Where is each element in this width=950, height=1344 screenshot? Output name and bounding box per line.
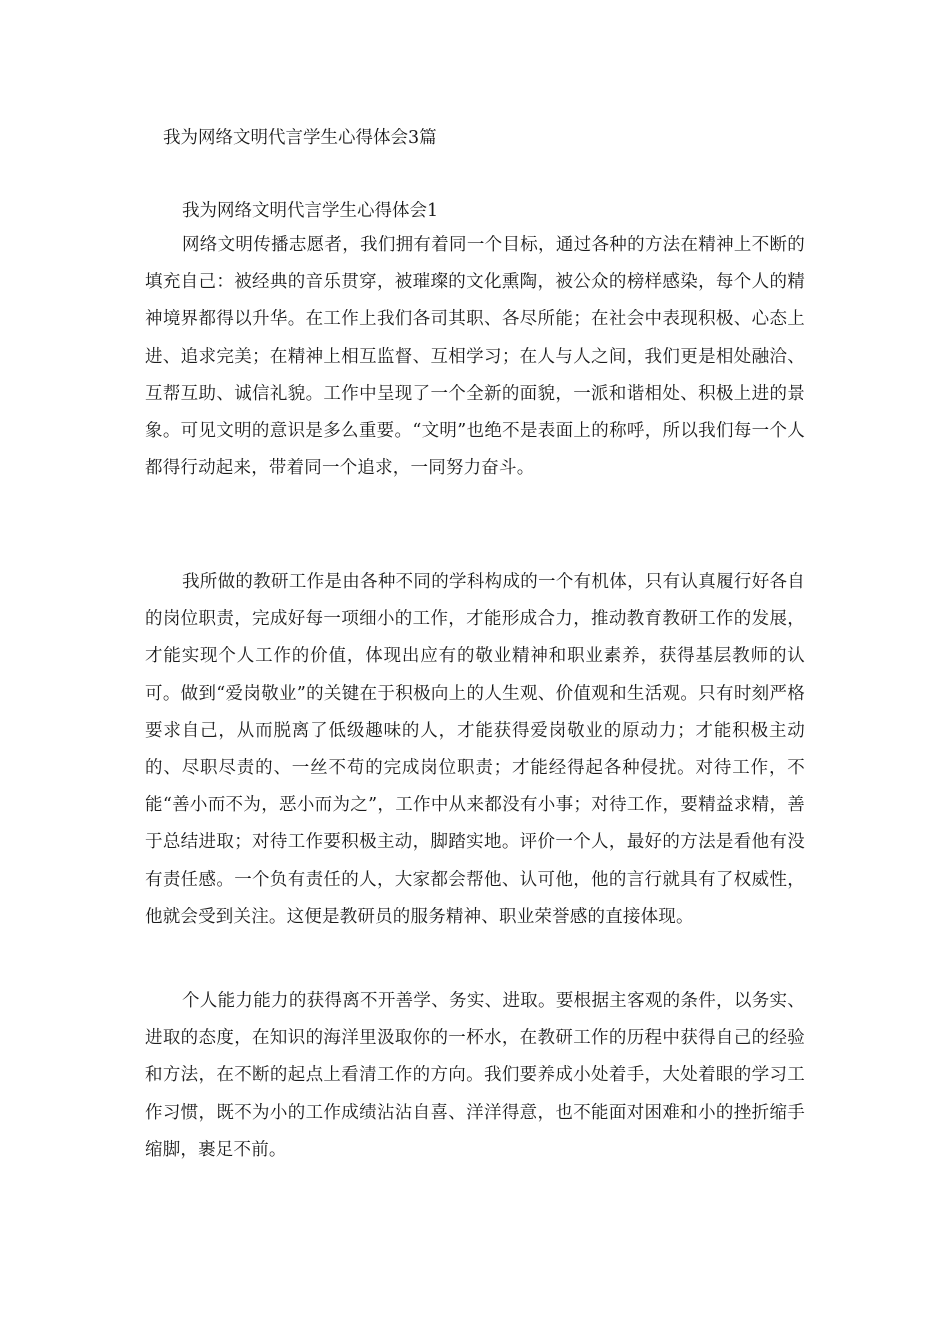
paragraph: 我所做的教研工作是由各种不同的学科构成的一个有机体，只有认真履行好各自的岗位职责，完成好每一项细小的工作，才能形成合力，推动教育教研工作的发展，才能实现个人工作的价值，体现出应有的敬业精神和职业素养，获得基层教师的认可。做到“爱岗敬业”的关键在于积极向上的人生观、价值观和生活观。只有时刻严格要求自己，从而脱离了低级趣味的人，才能获得爱岗敬业的原动力；才能积极主动的、尽职尽责的、一丝不苟的完成岗位职责；才能经得起各种侵扰。对待工作，不能“善小而不为，恶小而为之”，工作中从来都没有小事；对待工作，要精益求精，善于总结进取；对待工作要积极主动，脚踏实地。评价一个人，最好的方法是看他有没有责任感。一个负有责任的人，大家都会帮他、认可他，他的言行就具有了权威性，他就会受到关注。这便是教研员的服务精神、职业荣誉感的直接体现。: [145, 572, 805, 927]
document-title: 我为网络文明代言学生心得体会3篇: [163, 128, 437, 148]
section-title: 我为网络文明代言学生心得体会1: [182, 201, 439, 221]
paragraph: 网络文明传播志愿者，我们拥有着同一个目标，通过各种的方法在精神上不断的填充自己：被经典的音乐贯穿，被璀璨的文化熏陶，被公众的榜样感染，每个人的精神境界都得以升华。在工作上我们各司其职、各尽所能；在社会中表现积极、心态上进、追求完美；在精神上相互监督、互相学习；在人与人之间，我们更是相处融洽、互帮互助、诚信礼貌。工作中呈现了一个全新的面貌，一派和谐相处、积极上进的景象。可见文明的意识是多么重要。“文明”也绝不是表面上的称呼，所以我们每一个人都得行动起来，带着同一个追求，一同努力奋斗。: [145, 235, 805, 479]
paragraph: 个人能力能力的获得离不开善学、务实、进取。要根据主客观的条件，以务实、进取的态度，在知识的海洋里汲取你的一杯水，在教研工作的历程中获得自己的经验和方法，在不断的起点上看清工作的方向。我们要养成小处着手，大处着眼的学习工作习惯，既不为小的工作成绩沾沾自喜、洋洋得意，也不能面对困难和小的挫折缩手缩脚，裹足不前。: [145, 991, 805, 1160]
